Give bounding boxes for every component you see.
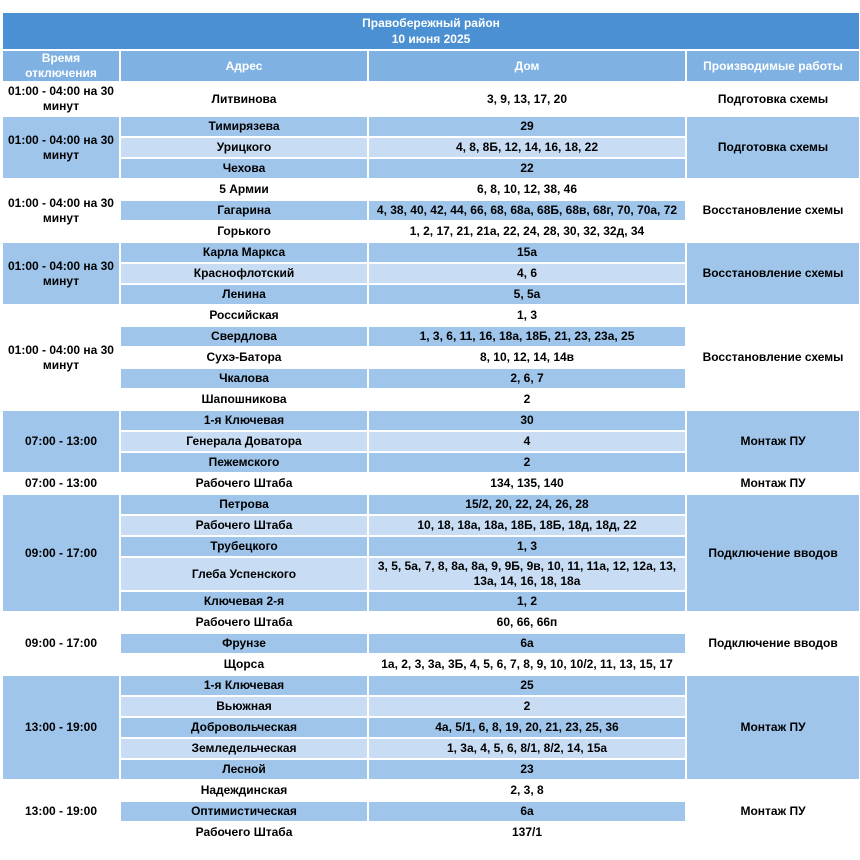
house-cell: 4 — [369, 432, 685, 451]
column-header-address: Адрес — [121, 51, 367, 81]
table-title — [3, 13, 859, 49]
street-cell: 1-я Ключевая — [121, 411, 367, 430]
group-work: Подготовка схемы — [687, 117, 859, 178]
house-cell: 15/2, 20, 22, 24, 26, 28 — [369, 495, 685, 514]
group-time: 01:00 - 04:00 на 30 минут — [3, 83, 119, 115]
street-cell: Гагарина — [121, 201, 367, 220]
house-cell: 30 — [369, 411, 685, 430]
house-cell: 60, 66, 66п — [369, 613, 685, 632]
table-row — [3, 117, 859, 136]
group-work: Монтаж ПУ — [687, 676, 859, 779]
group-work: Монтаж ПУ — [687, 474, 859, 493]
street-cell: Карла Маркса — [121, 243, 367, 262]
street-cell: Тимирязева — [121, 117, 367, 136]
street-cell: Краснофлотский — [121, 264, 367, 283]
street-cell: Чкалова — [121, 369, 367, 388]
group-time: 13:00 - 19:00 — [3, 676, 119, 779]
table-row — [3, 474, 859, 493]
group-time: 07:00 - 13:00 — [3, 474, 119, 493]
outage-table — [1, 11, 860, 844]
group-work: Восстановление схемы — [687, 306, 859, 409]
house-cell: 4, 38, 40, 42, 44, 66, 68, 68а, 68Б, 68в, 68г, 70, 70а, 72 — [369, 201, 685, 220]
house-cell: 1, 3, 6, 11, 16, 18а, 18Б, 21, 23, 23а, 25 — [369, 327, 685, 346]
house-cell: 23 — [369, 760, 685, 779]
street-cell: Российская — [121, 306, 367, 325]
table-row — [3, 781, 859, 800]
house-cell: 3, 5, 5а, 7, 8, 8а, 8а, 9, 9Б, 9в, 10, 11, 11а, 12, 12а, 13, 13а, 14, 16, 18, 18а — [369, 558, 685, 590]
group-time: 13:00 - 19:00 — [3, 781, 119, 842]
house-cell: 4, 6 — [369, 264, 685, 283]
group-work: Монтаж ПУ — [687, 411, 859, 472]
group-work: Монтаж ПУ — [687, 781, 859, 842]
street-cell: Генерала Доватора — [121, 432, 367, 451]
house-cell: 2 — [369, 390, 685, 409]
house-cell: 134, 135, 140 — [369, 474, 685, 493]
house-cell: 1, 2 — [369, 592, 685, 611]
house-cell: 10, 18, 18а, 18а, 18Б, 18Б, 18д, 18д, 22 — [369, 516, 685, 535]
column-header-time: Время отключения — [3, 51, 119, 81]
group-time: 01:00 - 04:00 на 30 минут — [3, 180, 119, 241]
house-cell: 25 — [369, 676, 685, 695]
group-time: 09:00 - 17:00 — [3, 495, 119, 611]
house-cell: 22 — [369, 159, 685, 178]
table-row — [3, 676, 859, 695]
street-cell: Трубецкого — [121, 537, 367, 556]
street-cell: Урицкого — [121, 138, 367, 157]
street-cell: Чехова — [121, 159, 367, 178]
group-work: Подключение вводов — [687, 495, 859, 611]
table-row — [3, 495, 859, 514]
street-cell: Горького — [121, 222, 367, 241]
street-cell: Щорса — [121, 655, 367, 674]
street-cell: Литвинова — [121, 83, 367, 115]
street-cell: Пежемского — [121, 453, 367, 472]
house-cell: 2 — [369, 697, 685, 716]
house-cell: 6, 8, 10, 12, 38, 46 — [369, 180, 685, 199]
house-cell: 4а, 5/1, 6, 8, 19, 20, 21, 23, 25, 36 — [369, 718, 685, 737]
table-row — [3, 180, 859, 199]
house-cell: 1, 3 — [369, 306, 685, 325]
table-row — [3, 83, 859, 115]
house-cell: 4, 8, 8Б, 12, 14, 16, 18, 22 — [369, 138, 685, 157]
group-time: 01:00 - 04:00 на 30 минут — [3, 243, 119, 304]
group-time: 07:00 - 13:00 — [3, 411, 119, 472]
group-work: Восстановление схемы — [687, 243, 859, 304]
house-cell: 2, 3, 8 — [369, 781, 685, 800]
street-cell: Ключевая 2-я — [121, 592, 367, 611]
house-cell: 1, 3 — [369, 537, 685, 556]
house-cell: 5, 5а — [369, 285, 685, 304]
house-cell: 15а — [369, 243, 685, 262]
house-cell: 29 — [369, 117, 685, 136]
district-title: Правобережный район — [362, 16, 500, 30]
column-header-row — [3, 51, 859, 81]
street-cell: 1-я Ключевая — [121, 676, 367, 695]
street-cell: Добровольческая — [121, 718, 367, 737]
house-cell: 3, 9, 13, 17, 20 — [369, 83, 685, 115]
street-cell: Надеждинская — [121, 781, 367, 800]
column-header-works: Производимые работы — [687, 51, 859, 81]
group-time: 01:00 - 04:00 на 30 минут — [3, 306, 119, 409]
street-cell: Вьюжная — [121, 697, 367, 716]
house-cell: 8, 10, 12, 14, 14в — [369, 348, 685, 367]
street-cell: Рабочего Штаба — [121, 823, 367, 842]
street-cell: Лесной — [121, 760, 367, 779]
street-cell: Свердлова — [121, 327, 367, 346]
street-cell: Шапошникова — [121, 390, 367, 409]
house-cell: 2 — [369, 453, 685, 472]
street-cell: Рабочего Штаба — [121, 474, 367, 493]
street-cell: Сухэ-Батора — [121, 348, 367, 367]
street-cell: Оптимистическая — [121, 802, 367, 821]
column-header-house: Дом — [369, 51, 685, 81]
street-cell: Фрунзе — [121, 634, 367, 653]
outage-schedule — [1, 11, 859, 844]
group-time: 01:00 - 04:00 на 30 минут — [3, 117, 119, 178]
table-row — [3, 243, 859, 262]
house-cell: 6а — [369, 802, 685, 821]
house-cell: 137/1 — [369, 823, 685, 842]
street-cell: Глеба Успенского — [121, 558, 367, 590]
street-cell: Рабочего Штаба — [121, 613, 367, 632]
group-work: Подготовка схемы — [687, 83, 859, 115]
house-cell: 2, 6, 7 — [369, 369, 685, 388]
street-cell: Земледельческая — [121, 739, 367, 758]
group-work: Восстановление схемы — [687, 180, 859, 241]
date-title: 10 июня 2025 — [391, 32, 471, 46]
street-cell: 5 Армии — [121, 180, 367, 199]
table-row — [3, 613, 859, 632]
table-row — [3, 306, 859, 325]
house-cell: 1а, 2, 3, 3а, 3Б, 4, 5, 6, 7, 8, 9, 10, 10/2, 11, 13, 15, 17 — [369, 655, 685, 674]
group-work: Подключение вводов — [687, 613, 859, 674]
house-cell: 6а — [369, 634, 685, 653]
street-cell: Ленина — [121, 285, 367, 304]
house-cell: 1, 3а, 4, 5, 6, 8/1, 8/2, 14, 15а — [369, 739, 685, 758]
house-cell: 1, 2, 17, 21, 21а, 22, 24, 28, 30, 32, 32д, 34 — [369, 222, 685, 241]
group-time: 09:00 - 17:00 — [3, 613, 119, 674]
street-cell: Рабочего Штаба — [121, 516, 367, 535]
street-cell: Петрова — [121, 495, 367, 514]
table-row — [3, 411, 859, 430]
